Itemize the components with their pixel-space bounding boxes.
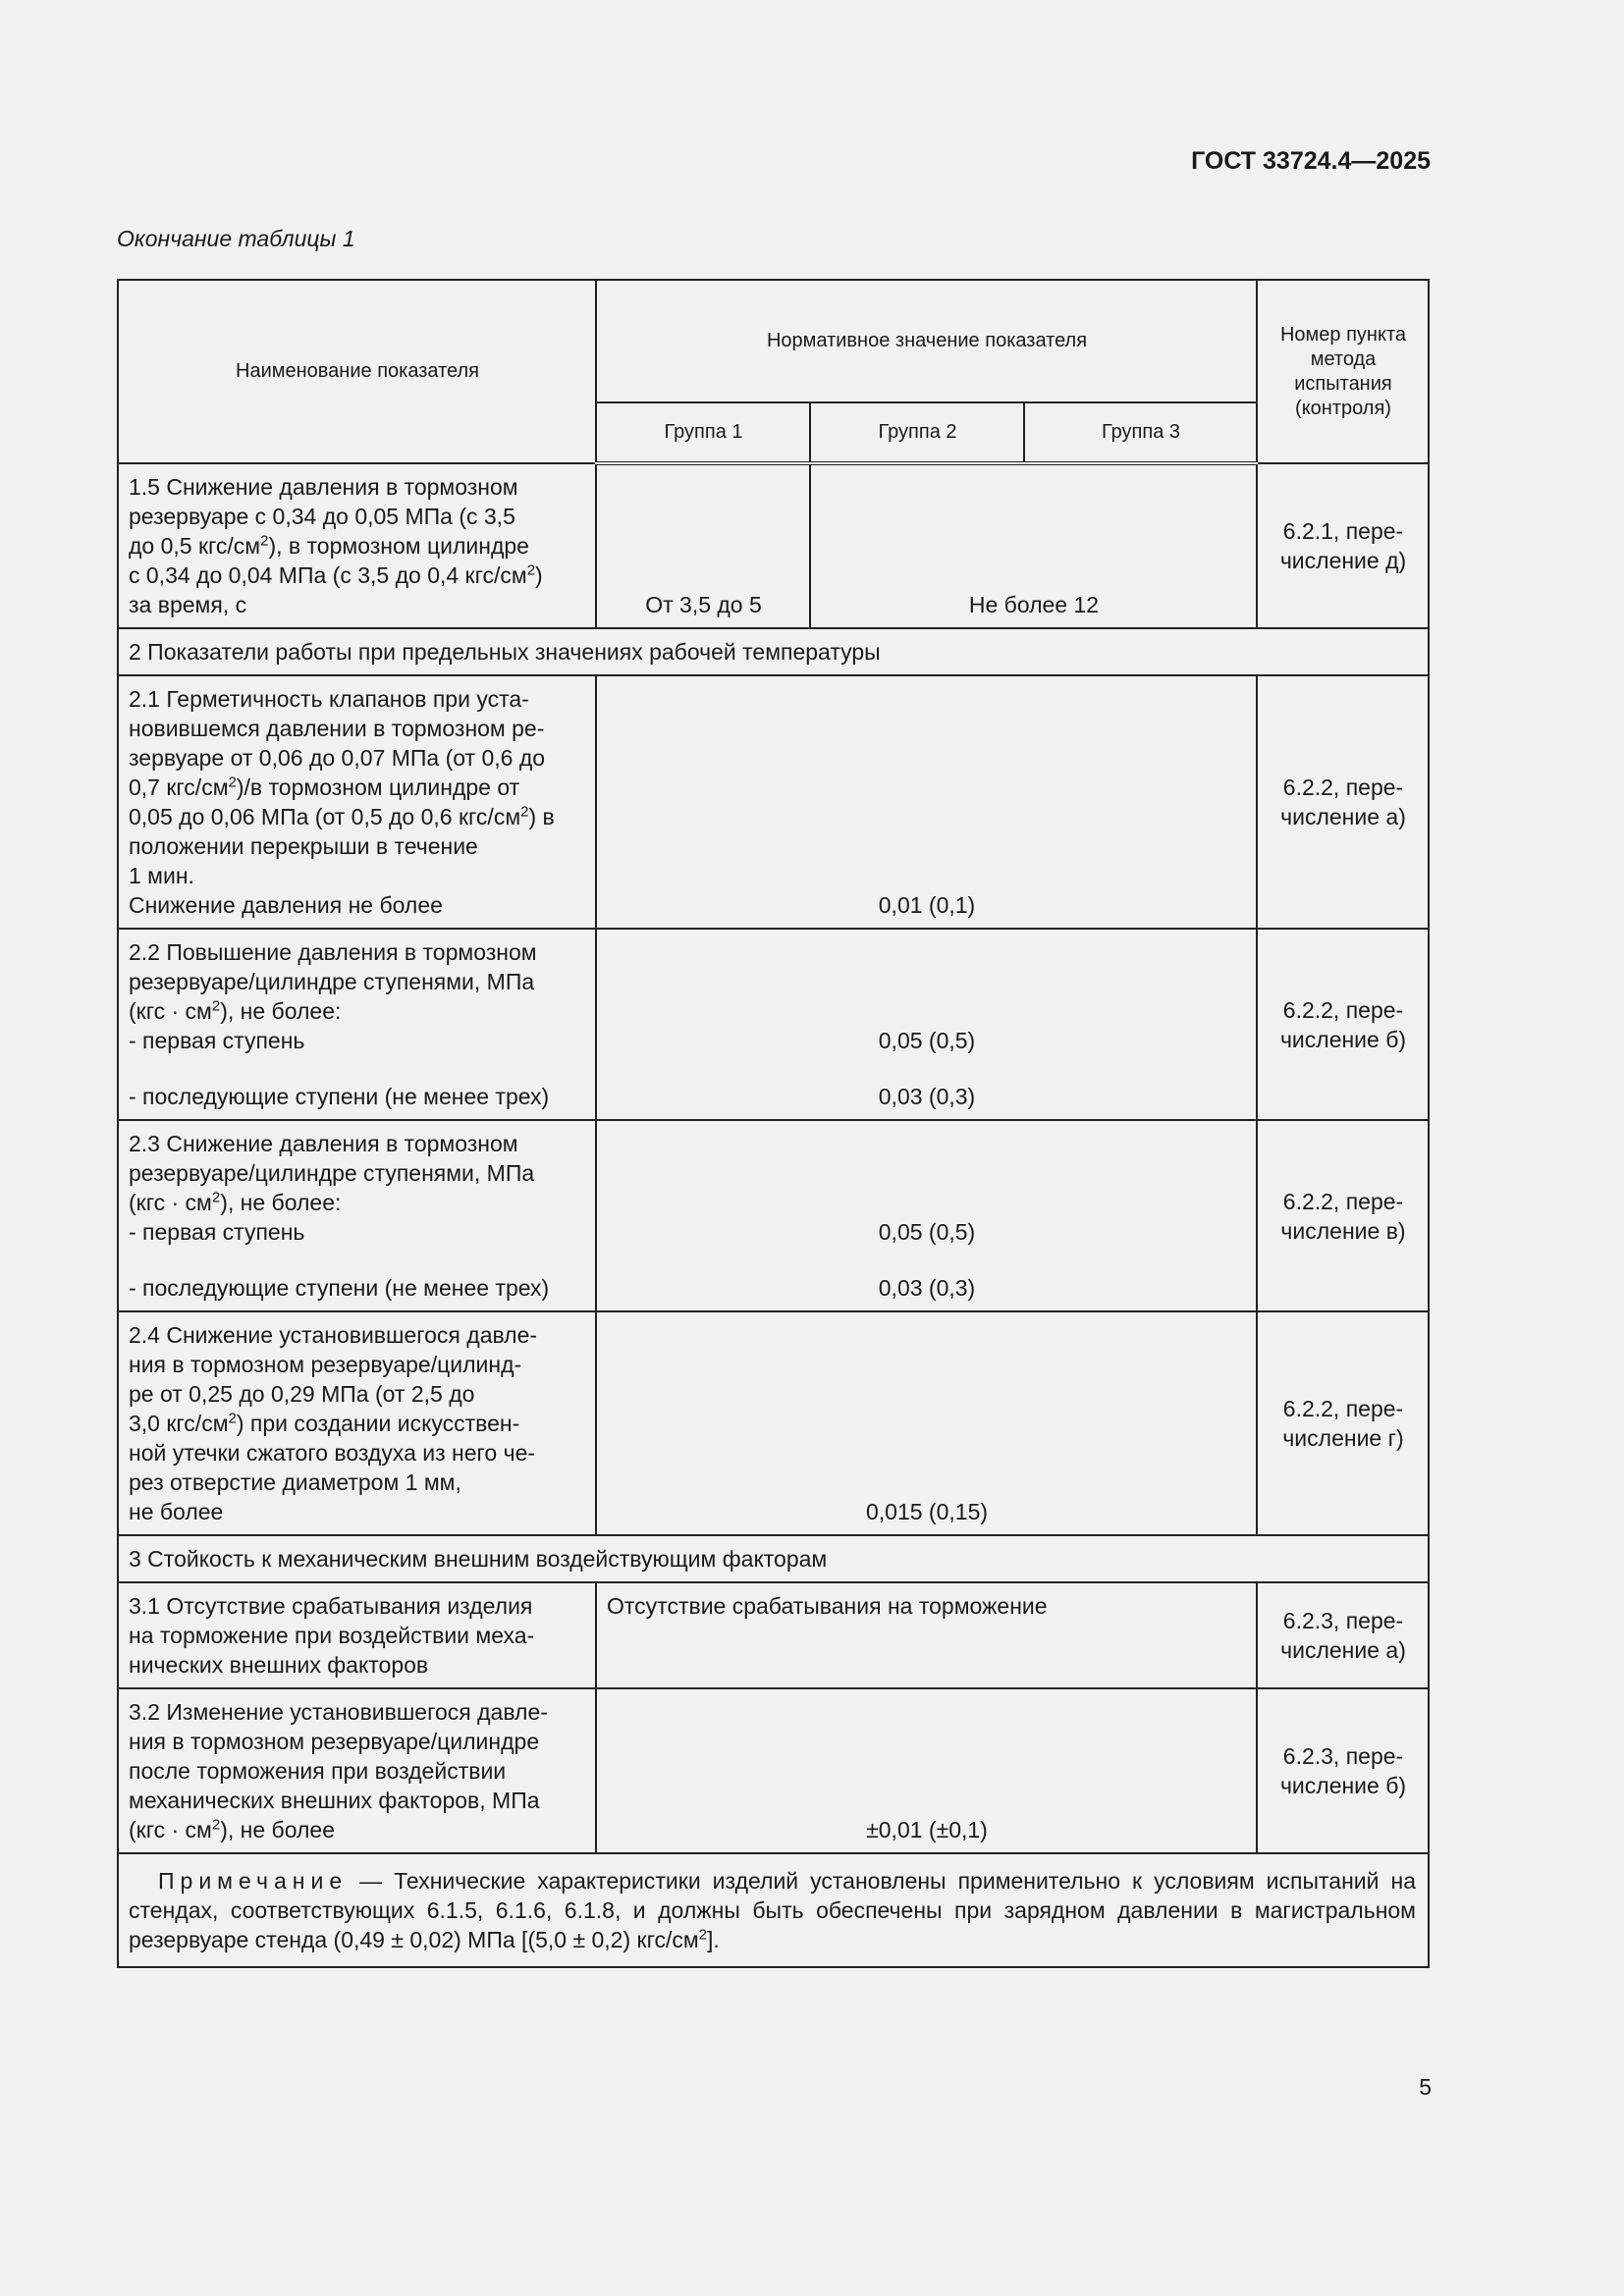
note-text: — Технические характеристики изделий установлены применительно к условиям испытаний на стендах, соответствующих 6.1.5, 6.1.6, 6.1.8, и должны быть обеспечены при зарядном давлении в магистральном резервуаре стенда (0,49 ± 0,02) МПа [(5,0 ± 0,2) кгс/см [129,1868,1416,1952]
header-method: Номер пункта метода испытания (контроля) [1257,280,1429,463]
header-group-2: Группа 2 [810,402,1024,463]
section-row [118,1535,1429,1582]
row-2-2-ref: 6.2.2, пере- числение б) [1257,929,1429,1120]
table-row [118,675,1429,929]
row-2-2-values: 0,05 (0,5) 0,03 (0,3) [596,929,1257,1120]
note-row [118,1853,1429,1967]
row-1-5-name: 1.5 Снижение давления в тормозном резервуаре с 0,34 до 0,05 МПа (с 3,5 до 0,5 кгс/$см^2$), в тормозном цилиндре с 0,34 до 0,04 МПа (с 3,5 до 0,4 кгс/$см^2$) за время, с [118,463,596,628]
row-3-2-value: ±0,01 (±0,1) [596,1688,1257,1853]
row-3-1-value: Отсутствие срабатывания на торможение [596,1582,1257,1688]
section-2-title: 2 Показатели работы при предельных значениях рабочей температуры [118,628,1429,675]
row-1-5-group-2-3: Не более 12 [810,463,1257,628]
table-row [118,1120,1429,1311]
row-2-2-name: 2.2 Повышение давления в тормозном резервуаре/цилиндре ступенями, МПа $(кгс \cdot см^2)$, не более: - первая ступень - последующие ступени (не менее трех) [118,929,596,1120]
row-2-4-ref: 6.2.2, пере- числение г) [1257,1311,1429,1535]
table-row [118,463,1429,628]
table-note: Примечание — Технические характеристики изделий установлены применительно к условиям испытаний на стендах, соответствующих 6.1.5, 6.1.6, 6.1.8, и должны быть обеспечены при зарядном давлении в магистральном резервуаре стенда (0,49 ± 0,02) МПа [(5,0 ± 0,2) кгс/$см^2$]. [118,1853,1429,1967]
row-2-1-value: 0,01 (0,1) [596,675,1257,929]
row-3-1-ref: 6.2.3, пере- числение а) [1257,1582,1429,1688]
row-3-1-name: 3.1 Отсутствие срабатывания изделия на торможение при воздействии меха- нических внешних факторов [118,1582,596,1688]
row-2-3-ref: 6.2.2, пере- числение в) [1257,1120,1429,1311]
header-name: Наименование показателя [118,280,596,463]
row-2-1-ref: 6.2.2, пере- числение а) [1257,675,1429,929]
section-row [118,628,1429,675]
table-row [118,1311,1429,1535]
header-norm: Нормативное значение показателя [596,280,1257,402]
section-3-title: 3 Стойкость к механическим внешним воздействующим факторам [118,1535,1429,1582]
header-group-3: Группа 3 [1024,402,1257,463]
page-number: 5 [1419,2074,1432,2100]
row-2-4-value: 0,015 (0,15) [596,1311,1257,1535]
table-row [118,1582,1429,1688]
document-code: ГОСТ 33724.4—2025 [1191,147,1431,175]
spec-table [117,279,1430,1968]
row-2-3-name: 2.3 Снижение давления в тормозном резервуаре/цилиндре ступенями, МПа $(кгс \cdot см^2)$, не более: - первая ступень - последующие ступени (не менее трех) [118,1120,596,1311]
table-caption: Окончание таблицы 1 [117,226,355,251]
row-1-5-group-1: От 3,5 до 5 [596,463,810,628]
table-row [118,1688,1429,1853]
row-1-5-ref: 6.2.1, пере- числение д) [1257,463,1429,628]
row-2-1-name: 2.1 Герметичность клапанов при уста- новившемся давлении в тормозном ре- зервуаре от 0,06 до 0,07 МПа (от 0,6 до 0,7 кгс/$см^2)/в$ тормозном цилиндре от 0,05 до 0,06 МПа (от 0,5 до 0,6 кгс/$см^2$) в положении перекрыши в течение 1 мин. Снижение давления не более [118,675,596,929]
note-label: Примечание [158,1868,349,1894]
row-3-2-name: 3.2 Изменение установившегося давле- ния в тормозном резервуаре/цилиндре после торможения при воздействии механических внешних факторов, МПа $(кгс \cdot см^2)$, не более [118,1688,596,1853]
row-3-2-ref: 6.2.3, пере- числение б) [1257,1688,1429,1853]
row-2-4-name: 2.4 Снижение установившегося давле- ния в тормозном резервуаре/цилинд- ре от 0,25 до 0,29 МПа (от 2,5 до 3,0 кгс/$см^2$) при создании искусствен- ной утечки сжатого воздуха из него че- рез отверстие диаметром 1 мм, не более [118,1311,596,1535]
header-group-1: Группа 1 [596,402,810,463]
row-2-3-values: 0,05 (0,5) 0,03 (0,3) [596,1120,1257,1311]
table-row [118,929,1429,1120]
